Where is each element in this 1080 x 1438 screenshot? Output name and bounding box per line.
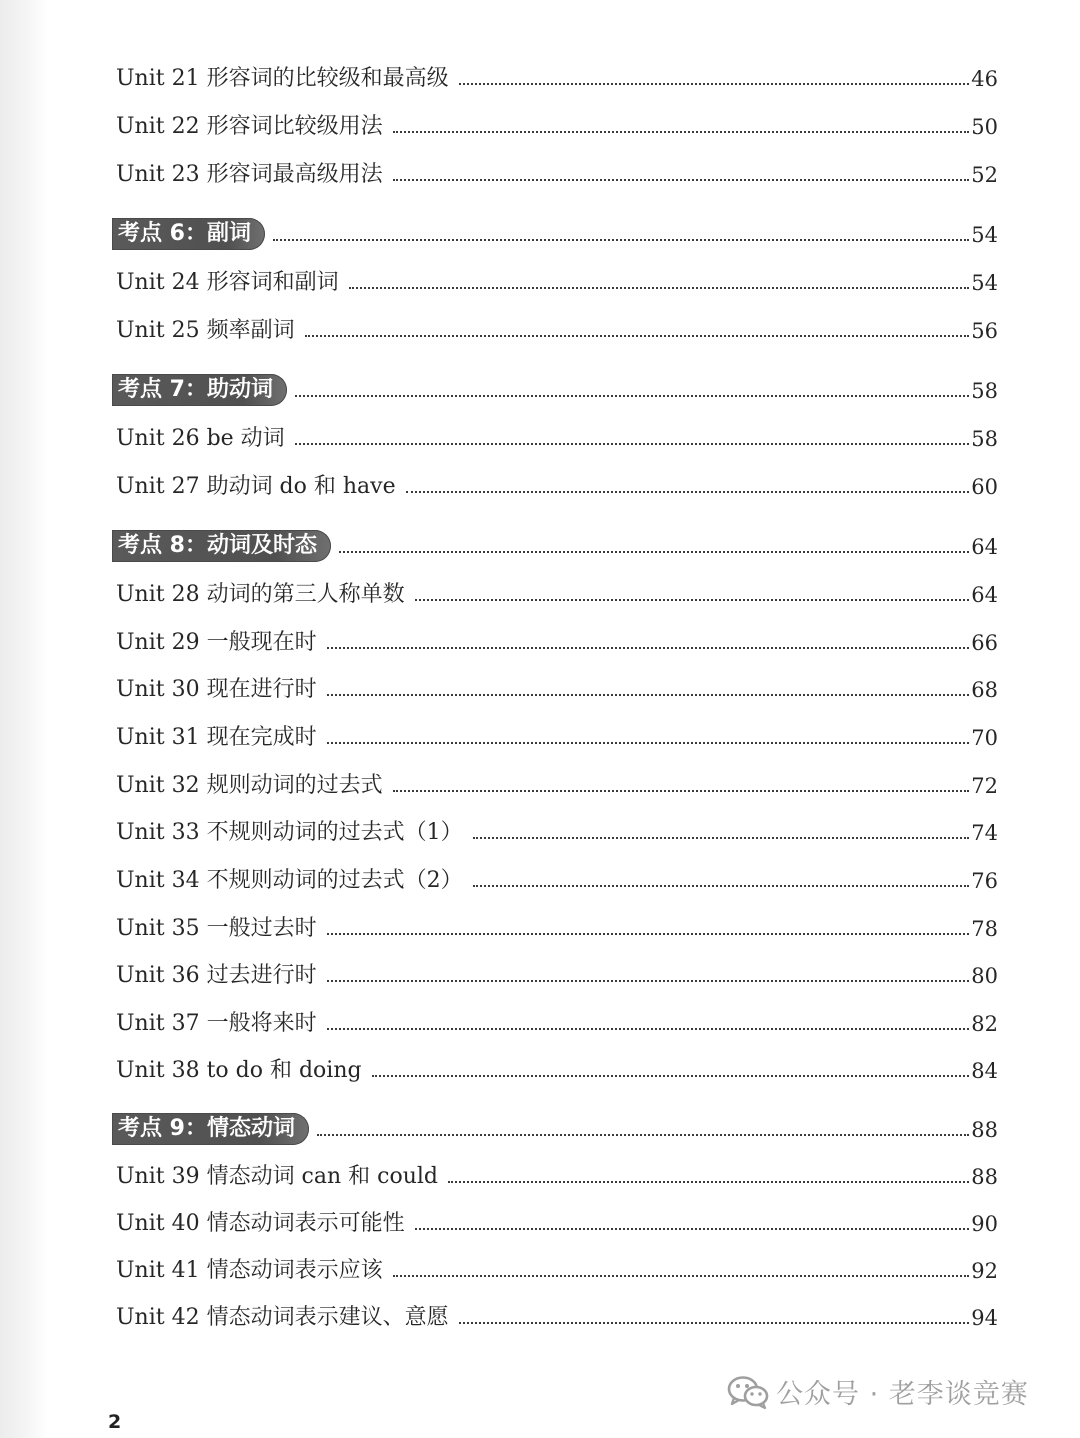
- toc-entry-title: Unit 22 形容词比较级用法: [116, 114, 383, 139]
- dot-leader: [327, 933, 970, 935]
- toc-entry-unit-28[interactable]: [116, 576, 998, 610]
- toc-entry-unit-24[interactable]: [116, 264, 998, 298]
- toc-entry-page: 54: [971, 271, 998, 295]
- toc-entry-unit-34[interactable]: [116, 862, 998, 896]
- toc-entry-page: 58: [971, 427, 998, 451]
- toc-entry-page: 54: [971, 223, 998, 247]
- toc-entry-page: 70: [971, 726, 998, 750]
- toc-entry-page: 46: [971, 67, 998, 91]
- toc-entry-page: 88: [971, 1165, 998, 1189]
- section-badge: 考点 6：副词: [112, 218, 265, 250]
- toc-entry-page: 74: [971, 821, 998, 845]
- toc-entry-page: 52: [971, 163, 998, 187]
- toc-entry-page: 68: [971, 678, 998, 702]
- section-badge: 考点 7：助动词: [112, 374, 287, 406]
- toc-entry-page: 78: [971, 917, 998, 941]
- toc-entry-title: Unit 37 一般将来时: [116, 1011, 317, 1036]
- dot-leader: [393, 790, 970, 792]
- toc-entry-unit-23[interactable]: [116, 156, 998, 190]
- page-number: 2: [108, 1411, 122, 1433]
- dot-leader: [372, 1075, 970, 1077]
- toc-entry-unit-27[interactable]: [116, 468, 998, 502]
- section-badge: 考点 8：动词及时态: [112, 530, 331, 562]
- toc-entry-title: Unit 41 情态动词表示应该: [116, 1258, 383, 1283]
- toc-entry-title: Unit 40 情态动词表示可能性: [116, 1211, 405, 1236]
- toc-entry-title: Unit 33 不规则动词的过去式（1）: [116, 820, 463, 845]
- toc-entry-unit-40[interactable]: [116, 1205, 998, 1239]
- dot-leader: [327, 694, 970, 696]
- toc-entry-title: Unit 21 形容词的比较级和最高级: [116, 66, 449, 91]
- dot-leader: [448, 1181, 969, 1183]
- toc-entry-title: Unit 23 形容词最高级用法: [116, 162, 383, 187]
- toc-entry-title: Unit 27 助动词 do 和 have: [116, 474, 396, 499]
- toc-entry-page: 82: [971, 1012, 998, 1036]
- toc-entry-unit-36[interactable]: [116, 957, 998, 991]
- toc-entry-unit-22[interactable]: [116, 108, 998, 142]
- dot-leader: [305, 335, 970, 337]
- dot-leader: [473, 885, 970, 887]
- toc-entry-title: Unit 36 过去进行时: [116, 963, 317, 988]
- toc-entry-page: 60: [971, 475, 998, 499]
- toc-section-9[interactable]: [116, 1111, 998, 1145]
- dot-leader: [406, 491, 970, 493]
- dot-leader: [327, 742, 970, 744]
- dot-leader: [317, 1134, 969, 1136]
- wechat-icon: [726, 1374, 770, 1410]
- toc-entry-title: Unit 28 动词的第三人称单数: [116, 582, 405, 607]
- toc-entry-page: 80: [971, 964, 998, 988]
- toc-section-8[interactable]: [116, 528, 998, 562]
- dot-leader: [393, 1275, 970, 1277]
- toc-entry-unit-30[interactable]: [116, 671, 998, 705]
- watermark-text: 公众号 · 老李谈竞赛: [776, 1379, 1029, 1410]
- toc-entry-page: 66: [971, 631, 998, 655]
- toc-entry-page: 84: [971, 1059, 998, 1083]
- toc-entry-unit-41[interactable]: [116, 1252, 998, 1286]
- dot-leader: [295, 443, 970, 445]
- toc-entry-title: Unit 25 频率副词: [116, 318, 295, 343]
- toc-entry-unit-26[interactable]: [116, 420, 998, 454]
- dot-leader: [339, 551, 969, 553]
- toc-entry-title: Unit 39 情态动词 can 和 could: [116, 1164, 439, 1189]
- dot-leader: [473, 837, 970, 839]
- toc-entry-page: 56: [971, 319, 998, 343]
- dot-leader: [327, 647, 970, 649]
- toc-entry-page: 50: [971, 115, 998, 139]
- dot-leader: [327, 1028, 970, 1030]
- toc-entry-title: Unit 24 形容词和副词: [116, 270, 339, 295]
- dot-leader: [415, 599, 970, 601]
- dot-leader: [349, 287, 970, 289]
- toc-entry-page: 64: [971, 583, 998, 607]
- toc-entry-page: 58: [971, 379, 998, 403]
- toc-entry-unit-37[interactable]: [116, 1005, 998, 1039]
- toc-entry-unit-25[interactable]: [116, 312, 998, 346]
- dot-leader: [459, 1322, 970, 1324]
- dot-leader: [327, 980, 970, 982]
- toc-entry-unit-21[interactable]: [116, 60, 998, 94]
- toc-section-7[interactable]: [116, 372, 998, 406]
- toc-entry-page: 64: [971, 535, 998, 559]
- dot-leader: [393, 131, 970, 133]
- toc-entry-title: Unit 38 to do 和 doing: [116, 1058, 362, 1083]
- toc-entry-title: Unit 26 be 动词: [116, 426, 285, 451]
- toc-entry-title: Unit 30 现在进行时: [116, 677, 317, 702]
- dot-leader: [393, 179, 970, 181]
- toc-entry-unit-31[interactable]: [116, 719, 998, 753]
- toc-entry-page: 88: [971, 1118, 998, 1142]
- dot-leader: [415, 1228, 970, 1230]
- toc-entry-page: 94: [971, 1306, 998, 1330]
- toc-entry-title: Unit 32 规则动词的过去式: [116, 773, 383, 798]
- toc-entry-unit-29[interactable]: [116, 624, 998, 658]
- section-badge: 考点 9：情态动词: [112, 1113, 309, 1145]
- toc-entry-title: Unit 29 一般现在时: [116, 630, 317, 655]
- toc-entry-page: 92: [971, 1259, 998, 1283]
- toc-entry-title: Unit 31 现在完成时: [116, 725, 317, 750]
- toc-entry-unit-35[interactable]: [116, 910, 998, 944]
- dot-leader: [459, 83, 970, 85]
- toc-entry-unit-33[interactable]: [116, 814, 998, 848]
- toc-entry-unit-32[interactable]: [116, 767, 998, 801]
- toc-entry-page: 76: [971, 869, 998, 893]
- toc-entry-page: 90: [971, 1212, 998, 1236]
- watermark: [726, 1372, 1029, 1411]
- toc-section-6[interactable]: [116, 216, 998, 250]
- dot-leader: [273, 239, 969, 241]
- toc-entry-unit-38[interactable]: [116, 1052, 998, 1086]
- toc-entry-title: Unit 42 情态动词表示建议、意愿: [116, 1305, 449, 1330]
- toc-entry-unit-39[interactable]: [116, 1158, 998, 1192]
- toc-entry-unit-42[interactable]: [116, 1299, 998, 1333]
- toc-entry-page: 72: [971, 774, 998, 798]
- toc-entry-title: Unit 35 一般过去时: [116, 916, 317, 941]
- toc-entry-title: Unit 34 不规则动词的过去式（2）: [116, 868, 463, 893]
- dot-leader: [295, 395, 969, 397]
